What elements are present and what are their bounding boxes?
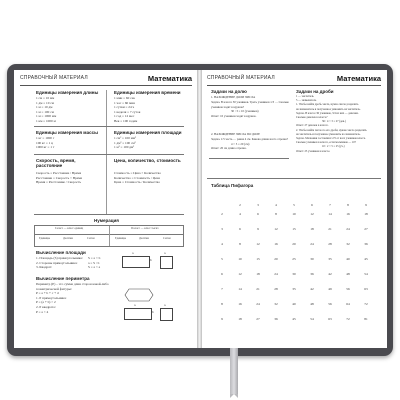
header-label: СПРАВОЧНЫЙ МАТЕРИАЛ <box>207 75 275 81</box>
pyth-cell: 4 <box>239 212 241 216</box>
pyth-cell: 32 <box>274 302 278 306</box>
pyth-cell: 6 <box>239 227 241 231</box>
pyth-cell: 28 <box>328 242 332 246</box>
figure-label: a <box>164 251 166 255</box>
speed-title: Скорость, время, расстояние <box>36 158 76 169</box>
section-divider <box>209 158 289 159</box>
pyth-header-cell: 3 <box>257 203 259 207</box>
pyth-cell: 12 <box>310 212 314 216</box>
number-tasks-sub1: 1. НАХОЖДЕНИЕ ДОЛИ ЧИСЛА <box>211 95 256 99</box>
fraction-line: 1. Чтобы найти дробь числа, нужно число разделить <box>296 103 359 107</box>
fraction-line: Ответ: 25 учеников в классе. <box>296 149 331 153</box>
left-page-header <box>20 75 192 86</box>
table-line <box>109 226 110 246</box>
time-line: 1 мин = 60 сек <box>114 96 135 100</box>
pyth-cell: 6 <box>257 212 259 216</box>
rectangle-figure <box>122 256 150 268</box>
perimeter-line: P = a × 4 <box>36 309 49 314</box>
perimeter-list <box>36 282 126 314</box>
area-formula: S = a × b <box>88 256 101 260</box>
pyth-cell: 20 <box>292 242 296 246</box>
pyth-row-header: 9 <box>221 317 223 321</box>
pyth-cell: 45 <box>364 257 368 261</box>
pyth-cell: 35 <box>328 257 332 261</box>
pyth-header-cell: 4 <box>275 203 277 207</box>
section-divider <box>207 178 381 179</box>
numeration-cell: Десятки <box>139 237 149 240</box>
header-subject: Математика <box>336 74 381 83</box>
task-line: учеников ходят в кружок? <box>211 104 245 109</box>
left-page <box>14 70 199 348</box>
pyth-cell: 72 <box>364 302 368 306</box>
bookmark-ribbon[interactable] <box>230 348 238 394</box>
speed-line: Скорость = Расстояние / Время <box>36 171 82 175</box>
pyth-cell: 18 <box>310 227 314 231</box>
area-calc-line: 1. Площадь (S) прямоугольника: <box>36 256 83 260</box>
length-title: Единицы измерения длины <box>36 90 99 95</box>
speed-line: Расстояние = Скорость × Время <box>36 175 82 180</box>
fraction-line: Сколько девочек в классе? <box>296 116 328 120</box>
section-divider <box>34 126 184 127</box>
figure-label: a <box>164 303 166 307</box>
area-calc-title: Вычисление площади <box>36 250 86 255</box>
task-line: 30 : 3 = 10 (учеников) <box>231 109 259 114</box>
fraction-tasks-block <box>296 95 367 154</box>
fraction-line: на числитель и полученное умножить на знаменатель. <box>296 132 361 136</box>
polygon-figure <box>124 288 154 302</box>
pyth-cell: 24 <box>310 242 314 246</box>
right-page-header <box>207 75 381 86</box>
pyth-header-cell: 8 <box>347 203 349 207</box>
speed-line: Время = Расстояние / Скорость <box>36 180 82 185</box>
pyth-cell: 45 <box>292 317 296 321</box>
number-tasks-block1 <box>211 100 289 118</box>
area-formula: a = S : b <box>88 260 100 265</box>
speed-list <box>36 171 82 185</box>
pyth-cell: 27 <box>256 317 260 321</box>
length-line: 1 м = 100 см <box>36 109 54 114</box>
fraction-line: 2. Чтобы найти число по его дроби, нужно число разделить <box>296 128 367 132</box>
numeration-col: I класс — класс единиц <box>55 227 84 230</box>
fraction-line: 1 — числитель <box>296 95 314 98</box>
figure-label: b <box>150 258 152 262</box>
length-line: 1 см = 10 мм <box>36 96 55 100</box>
area-calc-line: 3. Квадрат: <box>36 265 52 270</box>
numeration-table <box>34 225 184 247</box>
figure-label: a <box>134 303 136 307</box>
numeration-title: Нумерация <box>94 218 119 223</box>
fraction-line: на знаменатель и полученное умножить на числитель. <box>296 107 361 111</box>
pyth-cell: 12 <box>274 227 278 231</box>
pyth-cell: 8 <box>275 212 277 216</box>
header-subject: Математика <box>147 74 192 83</box>
task-line: Задача. В классе 30 учеников. Треть учеников 1/3 … Сколько <box>211 100 290 104</box>
fraction-line: 5 — знаменатель <box>296 99 317 103</box>
pyth-cell: 64 <box>346 302 350 306</box>
column-divider <box>106 90 107 214</box>
pyth-cell: 10 <box>238 257 242 261</box>
pyth-cell: 18 <box>238 317 242 321</box>
time-line: Век = 100 годам <box>114 118 138 123</box>
pyth-cell: 10 <box>292 212 296 216</box>
pyth-row-header: 2 <box>221 212 223 216</box>
pythagoras-title: Таблица Пифагора <box>211 183 254 188</box>
perimeter-line: Периметр (P) – это сумма длин сторон какой-либо геометрической фигуры: <box>36 282 109 291</box>
pyth-cell: 24 <box>274 272 278 276</box>
pyth-cell: 12 <box>238 272 242 276</box>
pyth-cell: 21 <box>328 227 332 231</box>
pyth-cell: 36 <box>364 242 368 246</box>
area-calc-formulas <box>88 256 100 270</box>
time-line: 1 сутки = 24 ч <box>114 105 135 110</box>
pyth-header-cell: 2 <box>239 203 241 207</box>
pyth-header-cell: 5 <box>293 203 295 207</box>
time-line: 1 год = 12 мес <box>114 114 135 119</box>
perimeter-line: 1. Р прямоугольника: <box>36 295 67 300</box>
pyth-cell: 54 <box>310 317 314 321</box>
perimeter-title: Вычисление периметра <box>36 276 90 281</box>
pyth-cell: 9 <box>257 227 259 231</box>
pyth-cell: 16 <box>274 242 278 246</box>
pyth-cell: 18 <box>364 212 368 216</box>
task-line: Задача. 1/5 часть … равна 4 см. Какова длина всего отрезка? <box>211 137 289 141</box>
mass-title: Единицы измерения массы <box>36 130 98 135</box>
fraction-tasks-title: Задачи на дроби <box>296 89 334 94</box>
pyth-cell: 36 <box>274 317 278 321</box>
pyth-cell: 40 <box>292 302 296 306</box>
area-calc-list <box>36 256 83 270</box>
numeration-cell: Сотни <box>163 237 171 240</box>
pyth-cell: 14 <box>238 287 242 291</box>
pyth-cell: 81 <box>364 317 368 321</box>
length-line: 1 км = 1000 м <box>36 118 56 123</box>
price-list <box>114 171 161 185</box>
task-line: 4 × 5 = 20 (см) <box>231 141 250 146</box>
area-line: 1 м² = 100 дм² <box>114 145 135 150</box>
area-calc-line: 2. Стороны прямоугольника: <box>36 260 78 265</box>
price-line: Количество = Стоимость / Цена <box>114 175 160 180</box>
area-line: 1 см² = 100 мм² <box>114 136 137 140</box>
pyth-cell: 35 <box>292 287 296 291</box>
pyth-cell: 14 <box>328 212 332 216</box>
time-list <box>114 96 140 124</box>
fraction-line: Сколько учеников в классе, если мальчиков — 10? <box>296 141 356 145</box>
mass-line: 1 кг = 1000 г <box>36 136 55 140</box>
pyth-cell: 15 <box>256 257 260 261</box>
fraction-line: Ответ: 27 девочек в классе. <box>296 124 329 128</box>
number-tasks-title: Задачи на долю <box>211 89 247 94</box>
square-figure-2 <box>160 308 173 321</box>
pyth-cell: 72 <box>346 317 350 321</box>
pyth-row-header: 5 <box>221 257 223 261</box>
pyth-cell: 27 <box>364 227 368 231</box>
numeration-cell: Сотни <box>87 237 95 240</box>
pyth-cell: 20 <box>274 257 278 261</box>
pyth-cell: 21 <box>256 287 260 291</box>
area-line: 1 дм² = 100 см² <box>114 140 136 145</box>
fraction-line: 10 : 2 × 5 = 25 (уч.) <box>322 145 345 149</box>
pyth-cell: 32 <box>346 242 350 246</box>
page-gutter <box>197 70 202 348</box>
pyth-cell: 15 <box>292 227 296 231</box>
pyth-cell: 28 <box>274 287 278 291</box>
mass-list <box>36 136 54 150</box>
area-units-title: Единицы измерения площади <box>114 130 182 135</box>
mass-line: 100 кг = 1 ц <box>36 140 53 145</box>
pyth-cell: 8 <box>239 242 241 246</box>
length-list <box>36 96 56 124</box>
section-divider <box>34 154 184 155</box>
figure-label: a <box>132 251 134 255</box>
pyth-cell: 24 <box>346 227 350 231</box>
pyth-header-cell: 9 <box>365 203 367 207</box>
price-title: Цена, количество, стоимость <box>114 158 181 163</box>
header-label: СПРАВОЧНЫЙ МАТЕРИАЛ <box>20 75 88 81</box>
pyth-cell: 54 <box>364 272 368 276</box>
task-line: Ответ: 20 см длина отрезка. <box>211 146 247 151</box>
pyth-cell: 30 <box>292 272 296 276</box>
numeration-cell: Единицы <box>39 237 50 240</box>
pyth-cell: 48 <box>346 272 350 276</box>
square-figure <box>160 256 173 269</box>
pyth-cell: 49 <box>328 287 332 291</box>
pyth-cell: 25 <box>292 257 296 261</box>
pyth-row-header: 4 <box>221 242 223 246</box>
pyth-cell: 16 <box>346 212 350 216</box>
pyth-cell: 42 <box>310 287 314 291</box>
perimeter-line: P = (a + b) × 2 <box>36 300 56 305</box>
pyth-row-header: 3 <box>221 227 223 231</box>
pyth-row-header: 8 <box>221 302 223 306</box>
pyth-cell: 42 <box>328 272 332 276</box>
pyth-cell: 18 <box>256 272 260 276</box>
perimeter-line: 2. Р квадрата: <box>36 304 56 309</box>
length-line: 1 м = 10 дм <box>36 105 53 110</box>
pyth-cell: 48 <box>310 302 314 306</box>
area-formula: S = a × a <box>88 265 101 270</box>
price-line: Цена = Стоимость / Количество <box>114 180 160 185</box>
number-tasks-block2 <box>211 137 288 151</box>
task-line: Ответ: 10 учеников ходят в кружок. <box>211 113 257 118</box>
pyth-row-header: 7 <box>221 287 223 291</box>
section-divider <box>34 214 184 215</box>
pyth-header-cell: 7 <box>329 203 331 207</box>
pyth-cell: 56 <box>346 287 350 291</box>
pyth-row-header: 6 <box>221 272 223 276</box>
numeration-cell: Единицы <box>115 237 126 240</box>
length-line: 1 м = 1000 мм <box>36 114 57 119</box>
pyth-cell: 12 <box>256 242 260 246</box>
area-units-list <box>114 136 136 150</box>
pyth-header-cell: 6 <box>311 203 313 207</box>
mass-line: 1000 кг = 1 т <box>36 145 55 150</box>
price-line: Стоимость = Цена × Количество <box>114 171 161 175</box>
pyth-cell: 36 <box>310 272 314 276</box>
number-tasks-sub2: 2. НАХОЖДЕНИЕ ЧИСЛА ПО ДОЛЕ <box>211 132 260 136</box>
length-line: 1 дм = 10 см <box>36 100 54 105</box>
time-title: Единицы измерения времени <box>114 90 181 95</box>
pyth-cell: 56 <box>328 302 332 306</box>
fraction-line: Задача. В классе 36 учеников, 3/4 из них — девочки. <box>296 111 359 115</box>
numeration-col: II класс — класс тысяч <box>131 227 159 230</box>
pyth-cell: 16 <box>238 302 242 306</box>
perimeter-line: P = a + b + c + d <box>36 291 59 296</box>
fraction-line: 36 : 4 × 3 = 27 (дев.) <box>322 120 346 124</box>
numeration-cell: Десятки <box>63 237 73 240</box>
pyth-cell: 63 <box>364 287 368 291</box>
figure-label: b <box>152 310 154 314</box>
pyth-cell: 30 <box>310 257 314 261</box>
time-line: 1 час = 60 мин <box>114 100 135 105</box>
fraction-line: Задача. Мальчики составляют 2/5 от всех учеников класса. <box>296 137 366 141</box>
pyth-cell: 63 <box>328 317 332 321</box>
rectangle-figure-2 <box>124 308 152 320</box>
pyth-cell: 24 <box>256 302 260 306</box>
time-line: 1 неделя = 7 суток <box>114 109 141 114</box>
pyth-cell: 40 <box>346 257 350 261</box>
